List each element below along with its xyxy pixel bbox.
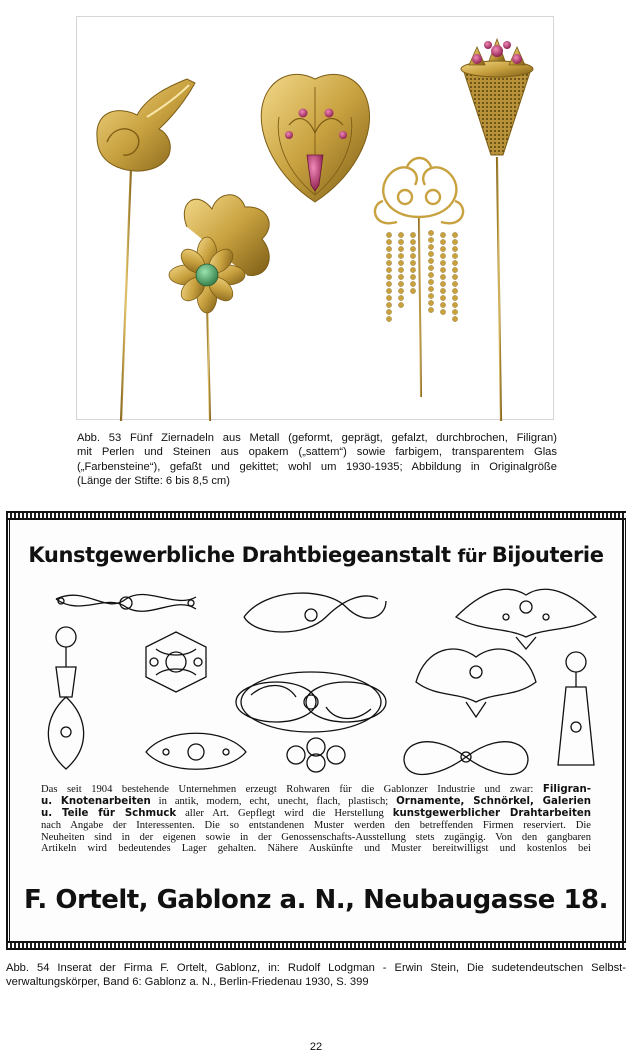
ad-text-bold: u. Knotenarbeiten [41,795,151,807]
border-left [6,520,10,941]
caption-line: verwaltungskörper, Band 6: Gablonz a. N., Berlin-Friedenau 1930, S. 399 [6,976,369,989]
ad-text-segment: in antik, modern, echt, unecht, flach, plastisch; [150,795,397,807]
ad-text-segment: Neuheiten sind in der eigenen sowie in der Genossenschafts-Ausstellung stets zugängig. Von den gangbaren [41,831,591,843]
pendant-drawing [416,649,536,717]
ad-text-segment: nach Angabe der Interessenten. Die so entstandenen Muster werden den betreffenden Firmen reserviert. Die [41,819,591,831]
ad-text-bold: Filigran- [542,784,591,795]
ad-text-bold: Ornamente, Schnörkel, Galerien [396,795,591,807]
caption-line: (Länge der Stifte: 6 bis 8,5 cm) [77,474,230,487]
ad-text-segment: aller Art. Gepflegt wird die Herstellung [176,807,393,819]
hatpin-3 [261,74,369,421]
ad-text-line-6 [41,843,591,855]
brooch-drawing-2 [244,593,386,632]
title-end: Bijouterie [491,543,604,567]
bead-strand [386,232,391,321]
page-number: 22 [309,1041,323,1053]
bar-brooch-drawing [146,733,246,769]
advertisement [6,511,626,951]
ad-text-line-1 [41,784,591,796]
jewelry-drawings [26,587,606,777]
hatpin-5 [461,39,533,421]
butterfly-brooch-drawing [404,742,528,775]
advertisement-text [41,784,591,855]
advertisement-title [16,543,616,567]
advertisement-address: F. Ortelt, Gablonz a. N., Neubaugasse 18. [23,885,609,915]
caption-line: Abb. 54 Inserat der Firma F. Ortelt, Gablonz, in: Rudolf Lodgman - Erwin Stein, Die sudetendeutschen Selbst- [6,962,626,974]
ad-text-segment: Das seit 1904 bestehende Unternehmen erzeugt Rohwaren für die Gablonzer Industrie und zwar: [41,784,543,795]
ad-text-bold: kunstgewerblicher Drahtarbeiten [392,807,591,819]
brooch-drawing-1 [56,594,196,611]
hatpins-illustration [77,17,555,421]
figure-53-caption [77,431,557,488]
brooch-drawing-3 [456,589,596,649]
ad-text-line-3 [41,808,591,820]
caption-line: mit Perlen und Steinen aus opakem („sattem“) sowie farbigem, transparentem Glas [77,446,557,459]
earring-drawing-right [558,652,594,765]
ad-text-line-4 [41,820,591,832]
hatpin-1 [97,79,195,421]
caption-line: („Farbensteine“), gefaßt und gekittet; wohl um 1930-1935; Abbildung in Originalgröße [77,460,557,473]
hatpin-4 [375,158,463,397]
ad-text-line-2 [41,796,591,808]
ad-text-line-5 [41,832,591,844]
filigree-square-drawing [146,632,206,692]
figure-54-caption [6,961,626,990]
ad-text-bold: u. Teile für Schmuck [41,807,177,819]
ornamental-border-bottom [6,941,626,950]
caption-line: Abb. 53 Fünf Ziernadeln aus Metall (geformt, geprägt, gefalzt, durchbrochen, Filigran) [77,432,557,444]
ornamental-border-top [6,511,626,520]
ad-text-segment: Artikeln wird bedeutendes Lager gehalten. Nähere Auskünfte und Muster bereitwilligst und kostenlos bei [41,843,591,855]
small-knot-drawing [287,738,345,772]
title-small: für [457,546,492,567]
title-main: Kunstgewerbliche Drahtbiegeanstalt [28,543,458,567]
hatpins-photo [76,16,554,420]
hatpin-2 [169,195,269,421]
earring-drawing-left [48,627,83,769]
border-right [622,520,626,941]
knot-brooch-drawing [236,672,386,732]
